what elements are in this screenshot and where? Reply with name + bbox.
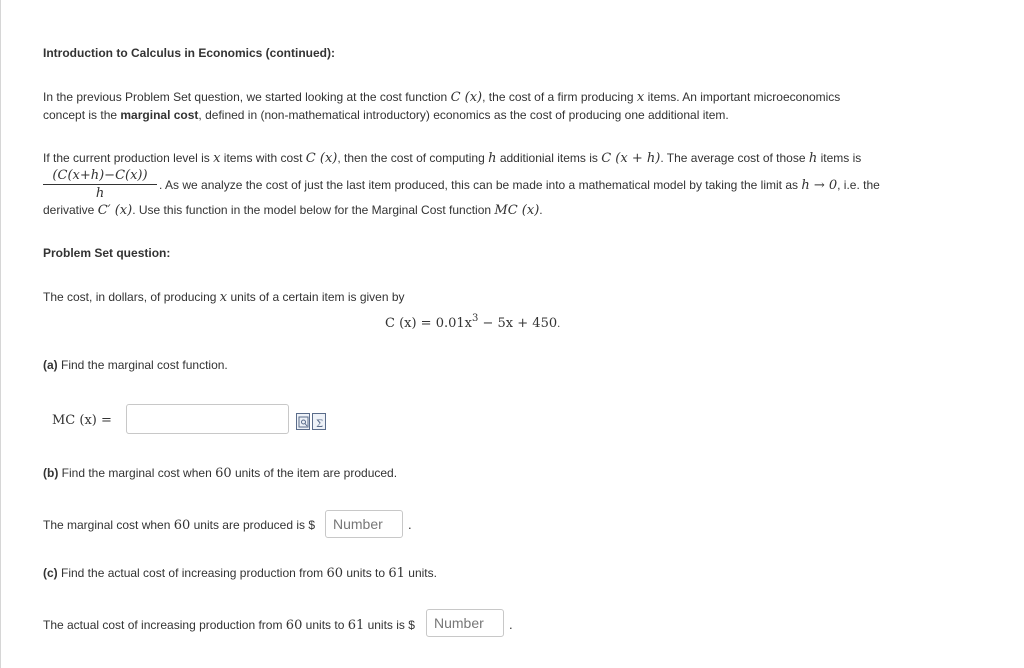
page-title: Introduction to Calculus in Economics (continued): [43, 46, 335, 60]
part-a-question: (a) Find the marginal cost function. [43, 358, 228, 372]
marginal-cost-function-input[interactable] [126, 404, 289, 434]
derivative-paragraph-line3: derivative C′ (x). Use this function in the model below for the Marginal Cost function MC (x). [43, 203, 543, 218]
cost-formula: C $(x) = 0.01x^3 - 5x + 450$. [385, 313, 561, 331]
average-cost-fraction [43, 168, 157, 201]
problem-heading: Problem Set question: [43, 246, 171, 260]
derivative-paragraph-line1: If the current production level is x items with cost C (x), then the cost of computing h additionial items is C (x + h). The average cost of those h items is [43, 151, 862, 166]
fraction-numerator: (C(x+h)−C(x)) [43, 168, 157, 185]
intro-paragraph-line2: concept is the marginal cost, defined in (non-mathematical introductory) economics as the cost of producing one additional item. [43, 108, 729, 122]
actual-cost-increase-input[interactable] [426, 609, 504, 637]
derivative-paragraph-line2: . As we analyze the cost of just the last item produced, this can be made into a mathematical model by taking the limit as h → 0, i.e. the [159, 178, 880, 193]
left-border [0, 0, 1, 668]
part-c-question: (c) Find the actual cost of increasing production from 60 units to 61 units. [43, 566, 437, 581]
fraction-denominator: h [95, 186, 105, 201]
problem-statement: The cost, in dollars, of producing x units of a certain item is given by [43, 290, 405, 305]
mc-label: MC (x) = [52, 413, 112, 428]
preview-icon[interactable] [296, 413, 310, 430]
part-b-answer-text: The marginal cost when 60 units are produced is $ [43, 518, 316, 533]
part-b-period: . [408, 517, 412, 532]
intro-paragraph-line1: In the previous Problem Set question, we started looking at the cost function C (x), the cost of a firm producing x items. An important microeconomics [43, 90, 841, 105]
part-c-period: . [509, 617, 513, 632]
equation-editor-icon[interactable] [312, 413, 326, 430]
svg-text:Σ: Σ [316, 419, 324, 430]
marginal-cost-60-input[interactable] [325, 510, 403, 538]
part-b-question: (b) Find the marginal cost when 60 units of the item are produced. [43, 466, 398, 481]
part-c-answer-text: The actual cost of increasing production from 60 units to 61 units is $ [43, 618, 415, 633]
